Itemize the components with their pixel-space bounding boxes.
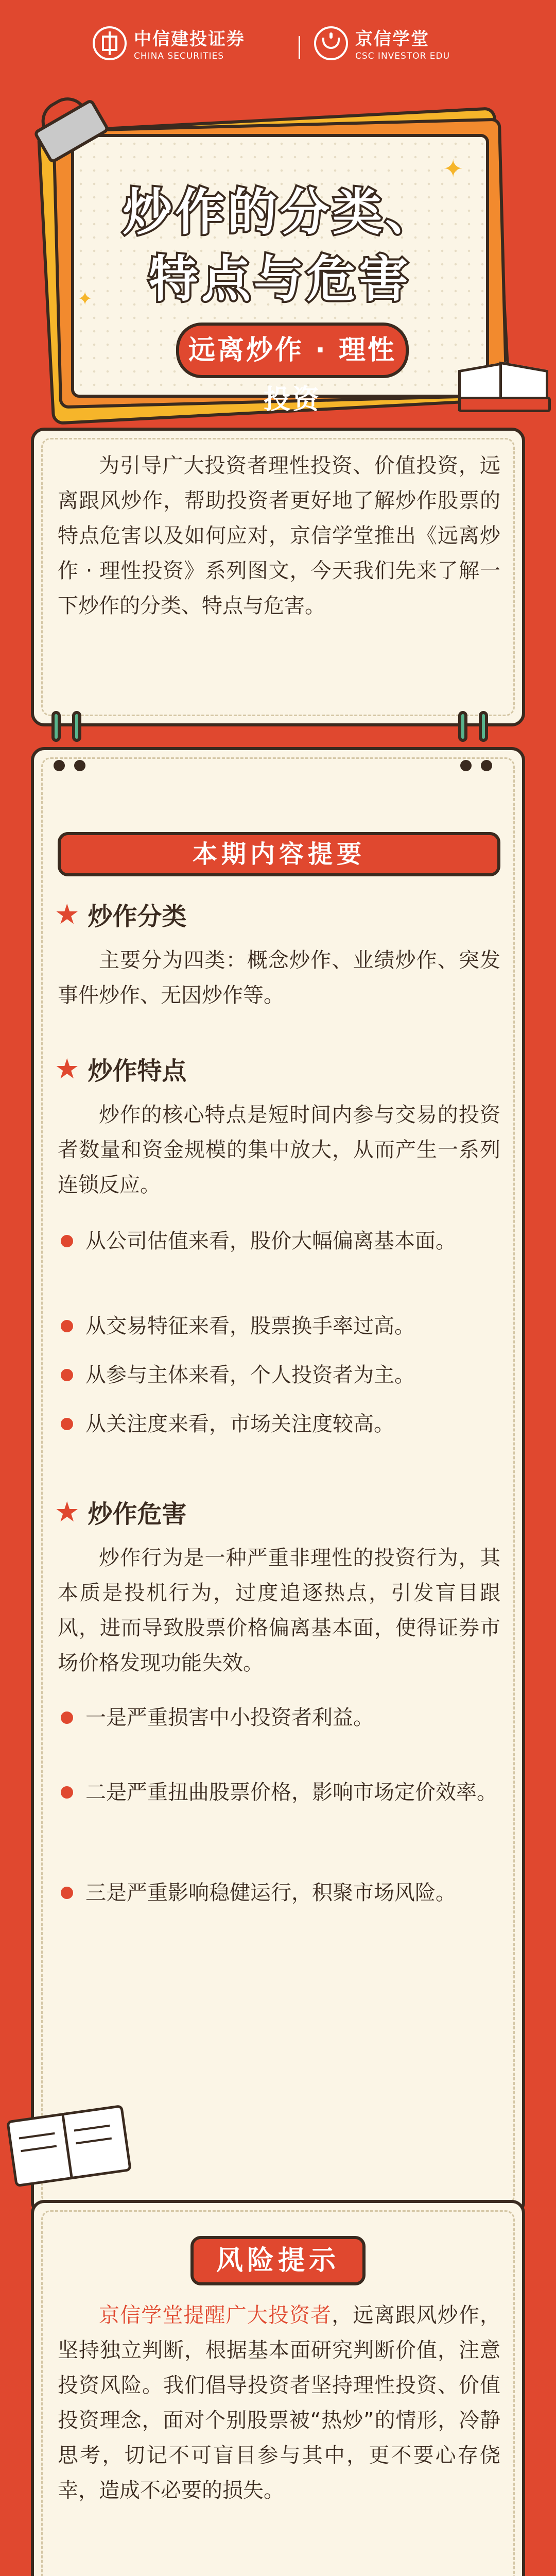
summary-title: 本期内容提要 (58, 832, 500, 876)
list-item (58, 1309, 500, 1344)
bullet-icon (61, 1369, 73, 1381)
list-item-text: 从关注度来看，市场关注度较高。 (85, 1412, 394, 1436)
page-title-line2: 特点与危害 (149, 250, 411, 308)
bullet-icon (61, 1786, 73, 1799)
list-item-text: 三是严重影响稳健运行，积聚市场风险。 (85, 1881, 456, 1905)
ring-hole (74, 760, 85, 771)
ring-hole (460, 760, 472, 771)
sparkle-icon: ✦ (443, 155, 464, 183)
edu-logo (314, 25, 450, 61)
section-heading-harm (55, 1494, 186, 1530)
binder-ring-icon (458, 711, 467, 742)
star-icon: ★ (55, 898, 80, 930)
list-item (58, 1224, 500, 1259)
open-book-icon (5, 2094, 134, 2197)
subtitle-pill: 远离炒作 · 理性投资 (176, 323, 409, 378)
csc-logo (93, 25, 245, 61)
book-icon (458, 355, 546, 412)
risk-text (58, 2298, 500, 2508)
intro-text: 为引导广大投资者理性投资、价值投资，远离跟风炒作，帮助投资者更好地了解炒作股票的特点危害以及如何应对，京信学堂推出《远离炒作 · 理性投资》系列图文，今天我们先来了解一下炒作的分类、特点与危害。 (58, 454, 500, 618)
risk-highlight: 京信学堂提醒广大投资者 (99, 2303, 332, 2327)
section-heading-classification (55, 896, 186, 932)
bullet-icon (61, 1235, 73, 1247)
section2-text: 炒作的核心特点是短时间内参与交易的投资者数量和资金规模的集中放大，从而产生一系列连锁反应。 (58, 1103, 500, 1197)
title-board (71, 134, 489, 415)
header-logos (0, 21, 556, 77)
edu-logo-icon (314, 26, 348, 60)
star-icon: ★ (55, 1496, 80, 1528)
list-item (58, 1775, 500, 1810)
list-item (58, 1406, 500, 1442)
bullet-icon (61, 1320, 73, 1332)
binder-ring-icon (51, 711, 61, 742)
ring-hole (54, 760, 65, 771)
section-heading-text: 炒作特点 (88, 1057, 187, 1086)
section-heading-text: 炒作分类 (88, 902, 187, 931)
csc-logo-en: CHINA SECURITIES (134, 51, 224, 61)
list-item-text: 从公司估值来看，股价大幅偏离基本面。 (85, 1229, 456, 1253)
section3-text: 炒作行为是一种严重非理性的投资行为，其本质是投机行为，过度追逐热点，引发盲目跟风，进而导致股票价格偏离基本面，使得证券市场价格发现功能失效。 (58, 1546, 500, 1675)
list-item (58, 1700, 500, 1735)
risk-body: ，远离跟风炒作，坚持独立判断，根据基本面研究判断价值，注意投资风险。我们倡导投资者坚持理性投资、价值投资理念，面对个别股票被“热炒”的情形，冷静思考，切记不可盲目参与其中，更不要心存侥幸，造成不必要的损失。 (58, 2303, 501, 2502)
csc-logo-icon (93, 26, 127, 60)
bullet-icon (61, 1418, 73, 1430)
section-heading-characteristics (55, 1051, 186, 1087)
bullet-icon (61, 1711, 73, 1724)
star-icon: ★ (55, 1053, 80, 1085)
list-item-text: 一是严重损害中小投资者利益。 (85, 1706, 374, 1730)
logo-divider (299, 36, 300, 59)
list-item-text: 从交易特征来看，股票换手率过高。 (85, 1314, 415, 1338)
bullet-icon (61, 1887, 73, 1899)
edu-logo-en: CSC INVESTOR EDU (355, 51, 450, 61)
list-item (58, 1358, 500, 1393)
ring-hole (481, 760, 492, 771)
list-item-text: 从参与主体来看，个人投资者为主。 (85, 1363, 415, 1387)
sparkle-icon: ✦ (77, 289, 93, 310)
page-title-line1: 炒作的分类、 (123, 183, 438, 241)
csc-logo-name: 中信建投证券 (134, 29, 245, 49)
list-item (58, 1875, 500, 1910)
edu-logo-name: 京信学堂 (355, 29, 429, 49)
binder-ring-icon (72, 711, 81, 742)
binder-ring-icon (479, 711, 488, 742)
list-item-text: 二是严重扭曲股票价格，影响市场定价效率。 (85, 1781, 497, 1804)
section1-text: 主要分为四类：概念炒作、业绩炒作、突发事件炒作、无因炒作等。 (58, 948, 500, 1007)
section-heading-text: 炒作危害 (88, 1500, 187, 1529)
risk-title: 风险提示 (190, 2236, 366, 2285)
